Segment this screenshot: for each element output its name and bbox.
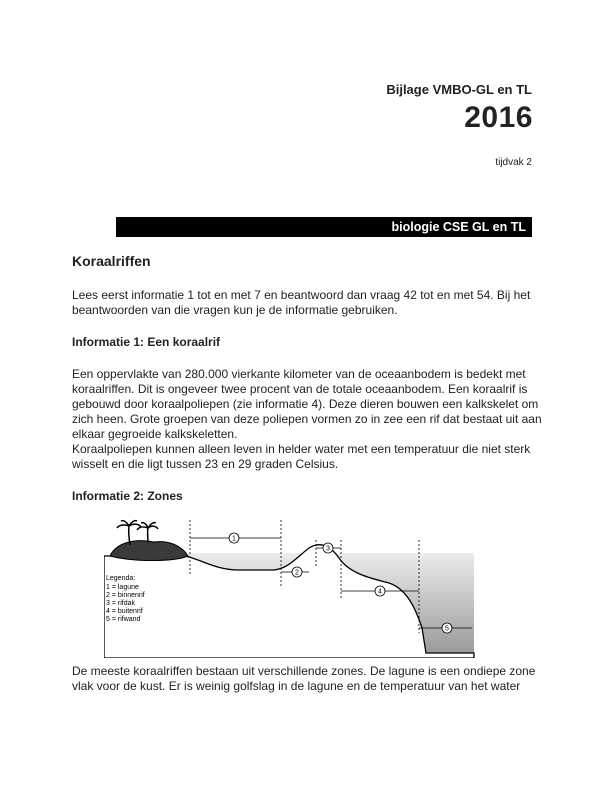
zone-number-2: 2 <box>295 569 299 577</box>
reef-zones-diagram <box>104 518 476 658</box>
zone-number-5: 5 <box>445 625 449 633</box>
main-content <box>72 254 542 521</box>
info1-heading: Informatie 1: Een koraalrif <box>72 335 221 349</box>
legend-title: Legenda: <box>106 575 136 582</box>
legend-item-3: 3 = rifdak <box>106 600 135 607</box>
subject-label: biologie CSE GL en TL <box>391 220 526 234</box>
info1-paragraph: Een oppervlakte van 280.000 vierkante kilometer van de oceaanbodem is bedekt met koraalriffen. Dit is ongeveer twee procent van de totale oceaanbodem. Een koraalrif is gebouwd door koraalpoliepen (zie informatie 4). Deze dieren bouwen een kalkskelet om zich heen. Grote groepen van deze poliepen vormen zo in zee een rif dat bestaat uit aan elkaar gegroeide kalkskeletten. <box>72 367 542 441</box>
header-title: Bijlage VMBO-GL en TL <box>386 82 532 97</box>
zone-number-3: 3 <box>326 545 330 553</box>
intro-paragraph: Lees eerst informatie 1 tot en met 7 en beantwoord dan vraag 42 tot en met 54. Bij het beantwoorden van die vragen kun je de informatie gebruiken. <box>72 288 531 317</box>
legend-item-2: 2 = binnenrif <box>106 592 145 599</box>
island <box>110 541 188 561</box>
legend-item-4: 4 = buitenrif <box>106 608 143 615</box>
zone-number-1: 1 <box>232 535 236 543</box>
info1-paragraph-2: Koraalpoliepen kunnen alleen leven in helder water met een temperatuur die niet sterk wisselt en die ligt tussen 23 en 29 graden Celsius. <box>72 442 531 471</box>
zone-number-4: 4 <box>378 588 382 596</box>
info2-paragraph: De meeste koraalriffen bestaan uit verschillende zones. De lagune is een ondiepe zone vlak voor de kust. Er is weinig golfslag in de lagune en de temperatuur van het water <box>72 664 536 693</box>
header-period: tijdvak 2 <box>495 157 532 168</box>
legend-item-5: 5 = rifwand <box>106 616 141 623</box>
header-year: 2016 <box>464 101 533 134</box>
info2-heading: Informatie 2: Zones <box>72 489 183 503</box>
legend-item-1: 1 = lagune <box>106 584 139 591</box>
subject-bar <box>116 217 532 237</box>
section-title: Koraalriffen <box>72 253 151 269</box>
